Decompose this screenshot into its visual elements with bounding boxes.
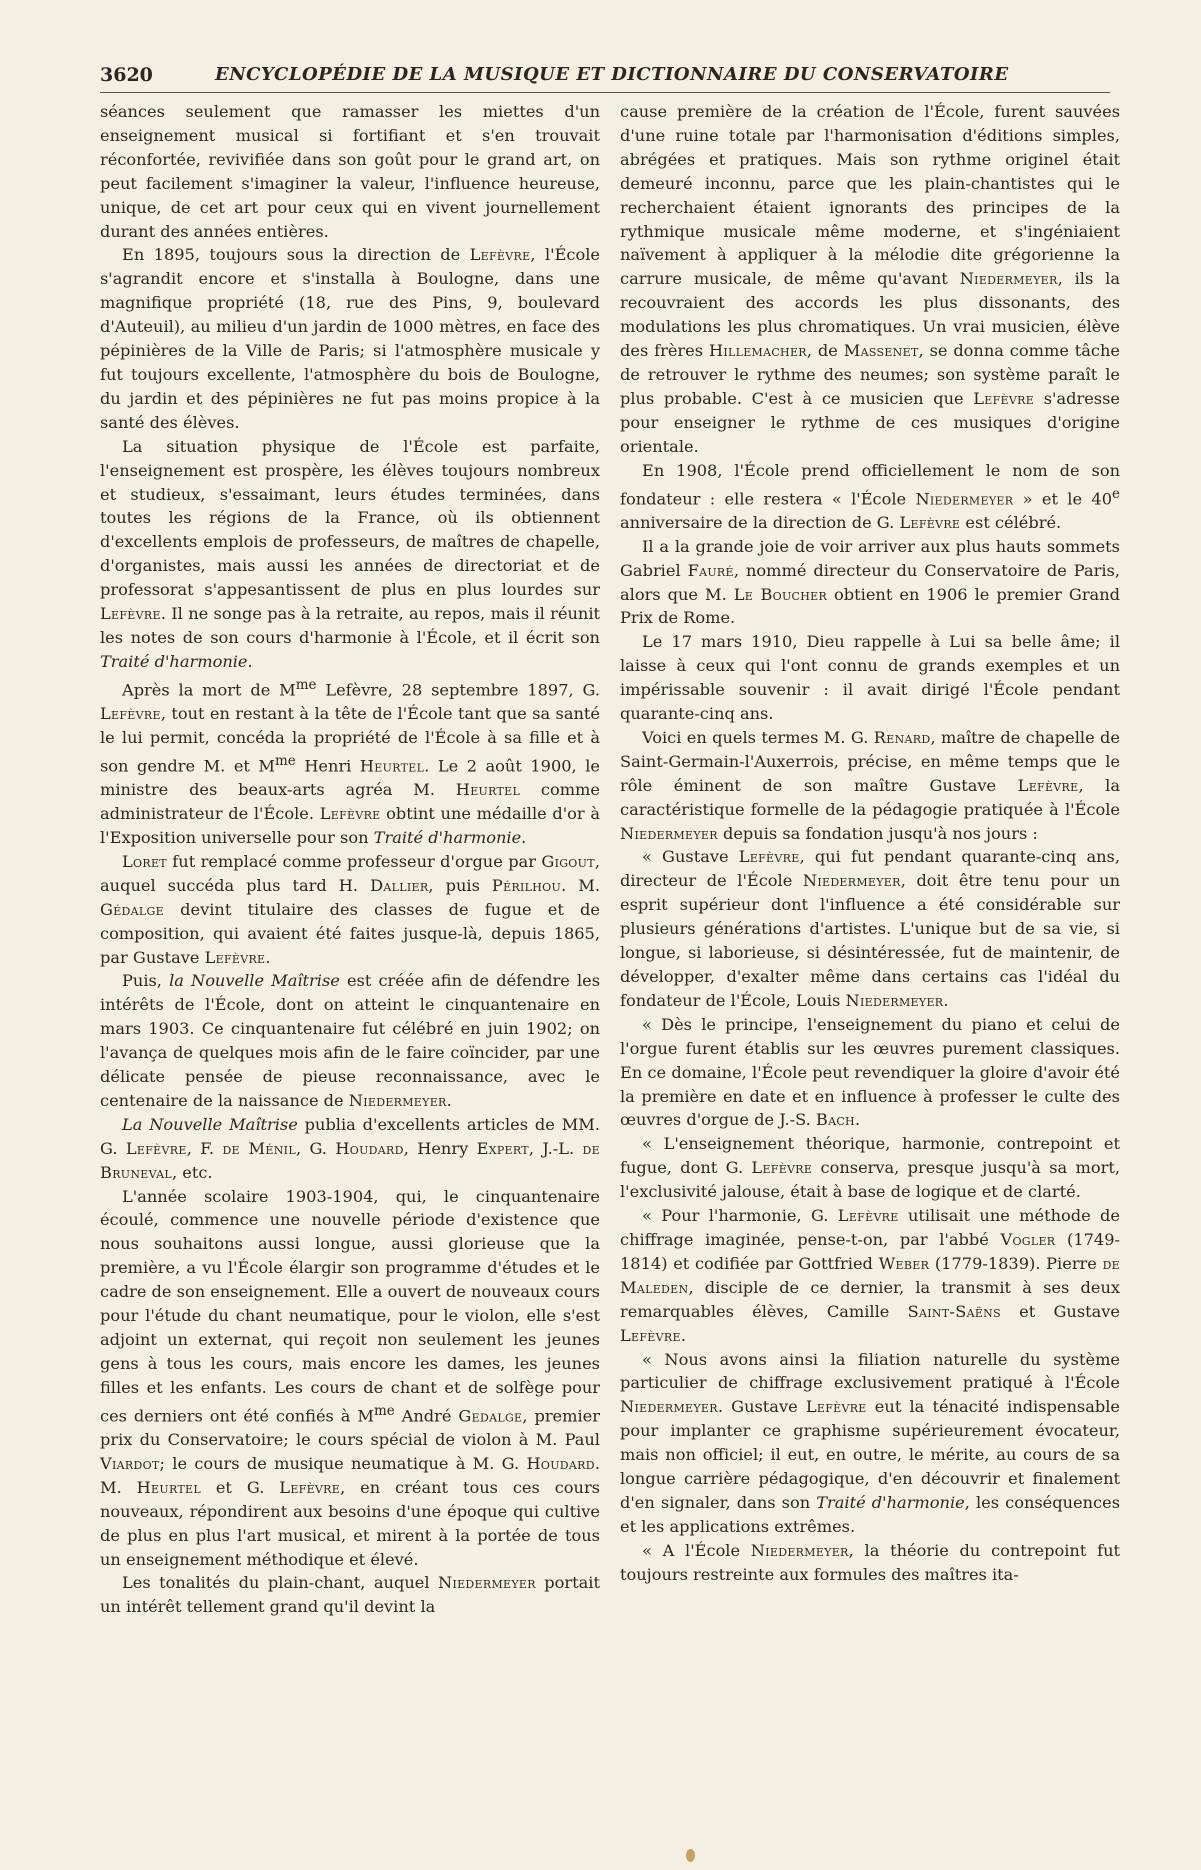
left-column (100, 100, 600, 1850)
paragraph: L'année scolaire 1903-1904, qui, le cinquantenaire écoulé, commence une nouvelle période d'existence que nous souhaitons aussi longue, aussi glorieuse que la première, a vu l'École élargir son programme d'études et le cadre de son enseignement. Elle a ouvert de nouveaux cours pour l'étude du chant neumatique, pour le violon, elle s'est adjoint un externat, qui reçoit non seulement les jeunes gens à tous les cours, mais encore les dames, les jeunes filles et les enfants. Les cours de chant et de solfège pour ces derniers ont été confiés à $M^{me}$ André Gedalge, premier prix du Conservatoire; le cours spécial de violon à M. Paul Viardot; le cours de musique neumatique à M. G. Houdard. M. Heurtel et G. Lefèvre, en créant tous ces cours nouveaux, répondirent aux besoins d'une époque qui cultive de plus en plus l'art musical, et mirent à la portée de tous un enseignement méthodique et élevé. (100, 1186, 600, 1569)
paragraph: Après la mort de $M^{me}$ Lefèvre, 28 septembre 1897, G. Lefèvre, tout en restant à la tête de l'École tant que sa santé le lui permit, concéda la propriété de l'École à sa fille et à son gendre M. et $M^{me}$ Henri Heurtel. Le 2 août 1900, le ministre des beaux-arts agréa M. Heurtel comme administrateur de l'École. Lefèvre obtint une médaille d'or à l'Exposition universelle pour son Traité d'harmonie. (100, 676, 600, 847)
paragraph: Loret fut remplacé comme professeur d'orgue par Gigout, auquel succéda plus tard H. Dallier, puis Périlhou. M. Gédalge devint titulaire des classes de fugue et de composition, qui avaient été faites jusque-là, depuis 1865, par Gustave Lefèvre. (100, 851, 600, 967)
page-ornament (686, 1849, 695, 1862)
paragraph: séances seulement que ramasser les miettes d'un enseignement musical si fortifiant et s'en trouvait réconfortée, revivifiée dans son goût pour le grand art, on peut facilement s'imaginer la valeur, l'influence heureuse, unique, de cet art pour ceux qui en vivent journellement durant des années entières. (100, 102, 600, 241)
paragraph: « Nous avons ainsi la filiation naturelle du système particulier de chiffrage exclusivement pratiqué à l'École Niedermeyer. Gustave Lefèvre eut la ténacité indispensable pour implanter ce graphisme supérieurement évocateur, mais non officiel; il eut, en outre, le mérite, au cours de sa longue carrière pédagogique, d'en découvrir et finalement d'en signaler, dans son Traité d'harmonie, les conséquences et les applications extrêmes. (620, 1349, 1120, 1536)
right-column (620, 100, 1120, 1850)
page-number: 3620 (100, 64, 153, 86)
paragraph: Puis, la Nouvelle Maîtrise est créée afin de défendre les intérêts de l'École, dont on atteint le cinquantenaire en mars 1903. Ce cinquantenaire fut célébré en juin 1902; on l'avança de quelques mois afin de le faire coïncider, par une délicate pensée de pieuse reconnaissance, avec le centenaire de la naissance de Niedermeyer. (100, 971, 600, 1110)
paragraph: La Nouvelle Maîtrise publia d'excellents articles de MM. G. Lefèvre, F. de Ménil, G. Houdard, Henry Expert, J.-L. de Bruneval, etc. (100, 1114, 600, 1182)
paragraph: Les tonalités du plain-chant, auquel Niedermeyer portait un intérêt tellement grand qu'il devint la (100, 1573, 600, 1617)
paragraph: Il a la grande joie de voir arriver aux plus hauts sommets Gabriel Fauré, nommé directeur du Conservatoire de Paris, alors que M. Le Boucher obtient en 1906 le premier Grand Prix de Rome. (620, 536, 1120, 628)
paragraph: Le 17 mars 1910, Dieu rappelle à Lui sa belle âme; il laisse à ceux qui l'ont connu de grands exemples et un impérissable souvenir : il avait dirigé l'École pendant quarante-cinq ans. (620, 632, 1120, 724)
paragraph: « Dès le principe, l'enseignement du piano et celui de l'orgue furent établis sur les œuvres purement classiques. En ce domaine, l'École peut revendiquer la gloire d'avoir été la première en date et en influence à professer le culte des œuvres d'orgue de J.-S. Bach. (620, 1014, 1120, 1130)
paragraph: Voici en quels termes M. G. Renard, maître de chapelle de Saint-Germain-l'Auxerrois, précise, en même temps que le rôle éminent de son maître Gustave Lefèvre, la caractéristique formelle de la pédagogie pratiquée à l'École Niedermeyer depuis sa fondation jusqu'à nos jours : (620, 727, 1120, 843)
paragraph: La situation physique de l'École est parfaite, l'enseignement est prospère, les élèves toujours nombreux et studieux, s'essaimant, leurs études terminées, dans toutes les régions de la France, où ils obtiennent d'excellents emplois de professeurs, de maîtres de chapelle, d'organistes, mais aussi les années de directoriat et de professorat s'appesantissent de plus en plus lourdes sur Lefèvre. Il ne songe pas à la retraite, au repos, mais il réunit les notes de son cours d'harmonie à l'École, et il écrit son Traité d'harmonie. (100, 436, 600, 671)
paragraph: « L'enseignement théorique, harmonie, contrepoint et fugue, dont G. Lefèvre conserva, presque jusqu'à sa mort, l'exclusivité jalouse, était à base de logique et de clarté. (620, 1134, 1120, 1202)
paragraph: En 1908, l'École prend officiellement le nom de son fondateur : elle restera « l'École Niedermeyer » et le 40e anniversaire de la direction de G. Lefèvre est célébré. (620, 460, 1120, 532)
page-header (100, 62, 1110, 93)
running-title: ENCYCLOPÉDIE DE LA MUSIQUE ET DICTIONNAIRE DU CONSERVATOIRE (215, 64, 1009, 85)
paragraph: En 1895, toujours sous la direction de Lefèvre, l'École s'agrandit encore et s'installa à Boulogne, dans une magnifique propriété (18, rue des Pins, 9, boulevard d'Auteuil), au milieu d'un jardin de 1000 mètres, en face des pépinières de la Ville de Paris; si l'atmosphère musicale y fut toujours excellente, l'atmosphère du bois de Boulogne, du jardin et des pépinières ne fut pas moins propice à la santé des élèves. (100, 245, 600, 432)
paragraph: « Gustave Lefèvre, qui fut pendant quarante-cinq ans, directeur de l'École Niedermeyer, doit être tenu pour un esprit supérieur dont l'influence a été considérable sur plusieurs générations d'artistes. L'unique but de sa vie, si longue, si laborieuse, si désintéressée, fut de maintenir, de développer, d'exalter même dans certains cas l'idéal du fondateur de l'École, Louis Niedermeyer. (620, 847, 1120, 1010)
paragraph: « A l'École Niedermeyer, la théorie du contrepoint fut toujours restreinte aux formules des maîtres ita- (620, 1540, 1120, 1584)
paragraph: « Pour l'harmonie, G. Lefèvre utilisait une méthode de chiffrage imaginée, pense-t-on, par l'abbé Vogler (1749-1814) et codifiée par Gottfried Weber (1779-1839). Pierre de Maleden, disciple de ce dernier, la transmit à ses deux remarquables élèves, Camille Saint-Saëns et Gustave Lefèvre. (620, 1206, 1120, 1345)
paragraph: cause première de la création de l'École, furent sauvées d'une ruine totale par l'harmonisation d'éditions simples, abrégées et pratiques. Mais son rythme originel était demeuré inconnu, parce que les plain-chantistes qui le recherchaient étaient ignorants des principes de la rythmique musicale même moderne, et s'ingéniaient naïvement à appliquer à la mélodie dite grégorienne la carrure musicale, de même qu'avant Niedermeyer, ils la recouvraient des accords les plus dissonants, des modulations les plus chromatiques. Un vrai musicien, élève des frères Hillemacher, de Massenet, se donna comme tâche de retrouver le rythme des neumes; son système paraît le plus probable. C'est à ce musicien que Lefèvre s'adresse pour enseigner le rythme de ces musiques d'origine orientale. (620, 102, 1120, 456)
